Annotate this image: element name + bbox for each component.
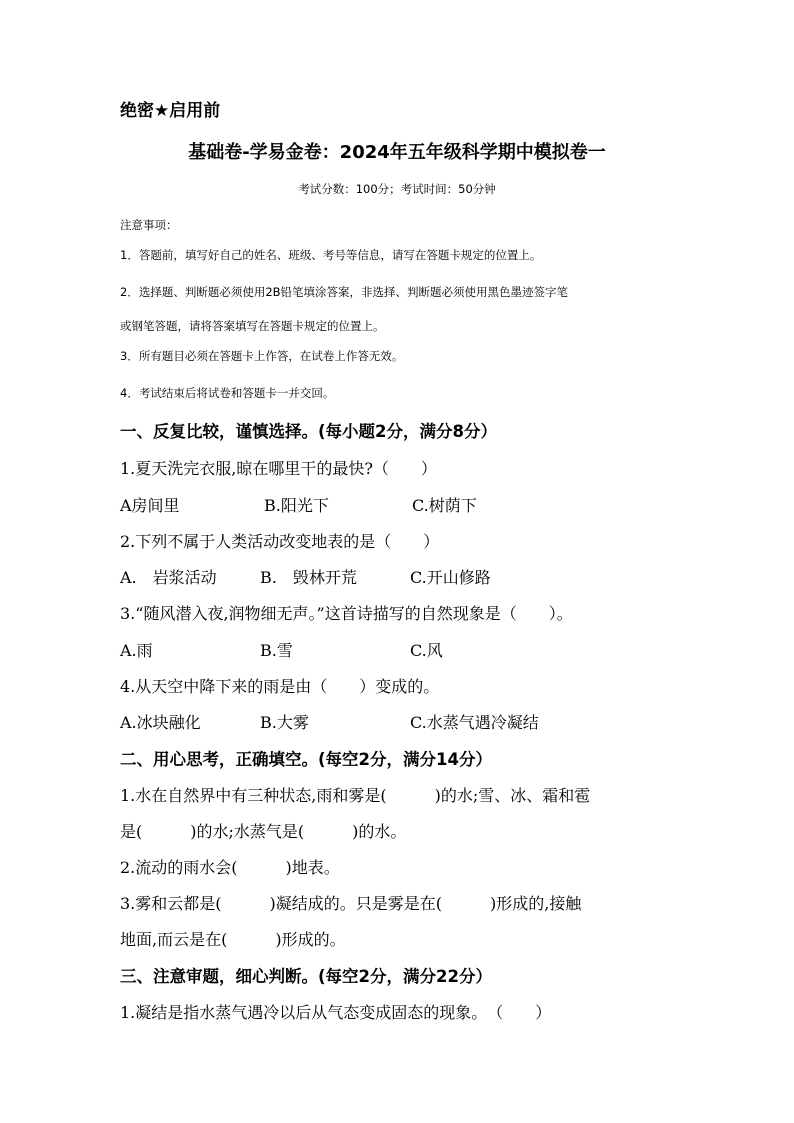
option-b: B.大雾: [260, 713, 309, 732]
note-item: 1．答题前，填写好自己的姓名、班级、考号等信息，请写在答题卡规定的位置上。: [120, 248, 542, 262]
question-line: 3.雾和云都是( )凝结成的。只是雾是在( )形成的,接触: [120, 894, 582, 913]
question-line: 1.凝结是指水蒸气遇冷以后从气态变成固态的现象。 （ ）: [120, 1003, 552, 1022]
question-stem: 4.从天空中降下来的雨是由（ ）变成的。: [120, 677, 440, 696]
note-item: 4．考试结束后将试卷和答题卡一并交回。: [120, 386, 335, 400]
section-heading-2: 二、用心思考，正确填空。(每空2分，满分14分）: [120, 750, 492, 769]
option-a: A房间里: [120, 496, 180, 515]
option-a: A.雨: [120, 641, 153, 660]
question-line: 地面,而云是在( )形成的。: [120, 930, 346, 949]
option-c: C.树荫下: [412, 496, 477, 515]
note-item: 2．选择题、判断题必须使用2B铅笔填涂答案，非选择、判断题必须使用黑色墨迹签字笔: [120, 285, 569, 299]
exam-subtitle: 考试分数：100分；考试时间：50分钟: [298, 182, 496, 196]
option-b: B.阳光下: [264, 496, 329, 515]
option-b: B. 毁林开荒: [260, 568, 357, 587]
option-c: C.风: [410, 641, 443, 660]
exam-title: 基础卷-学易金卷：2024年五年级科学期中模拟卷一: [188, 142, 606, 163]
option-a: A. 岩浆活动: [120, 568, 217, 587]
section-heading-1: 一、反复比较，谨慎选择。(每小题2分，满分8分）: [120, 422, 498, 441]
option-b: B.雪: [260, 641, 293, 660]
question-line: 1.水在自然界中有三种状态,雨和雾是( )的水;雪、冰、霜和雹: [120, 786, 591, 805]
option-c: C.开山修路: [410, 568, 491, 587]
option-c: C.水蒸气遇冷凝结: [410, 713, 539, 732]
question-stem: 3.“随风潜入夜,润物细无声。”这首诗描写的自然现象是（ ）。: [120, 604, 573, 623]
notes-heading: 注意事项：: [120, 218, 178, 232]
question-line: 2.流动的雨水会( )地表。: [120, 858, 340, 877]
section-heading-3: 三、注意审题，细心判断。(每空2分，满分22分）: [120, 967, 492, 986]
question-stem: 2.下列不属于人类活动改变地表的是（ ）: [120, 532, 440, 551]
secret-label: 绝密★启用前: [120, 101, 221, 121]
option-a: A.冰块融化: [120, 713, 201, 732]
question-stem: 1.夏天洗完衣服,晾在哪里干的最快?（ ）: [120, 459, 437, 478]
question-line: 是( )的水;水蒸气是( )的水。: [120, 822, 407, 841]
note-item: 3．所有题目必须在答题卡上作答，在试卷上作答无效。: [120, 349, 404, 363]
note-item: 或钢笔答题，请将答案填写在答题卡规定的位置上。: [120, 319, 385, 333]
